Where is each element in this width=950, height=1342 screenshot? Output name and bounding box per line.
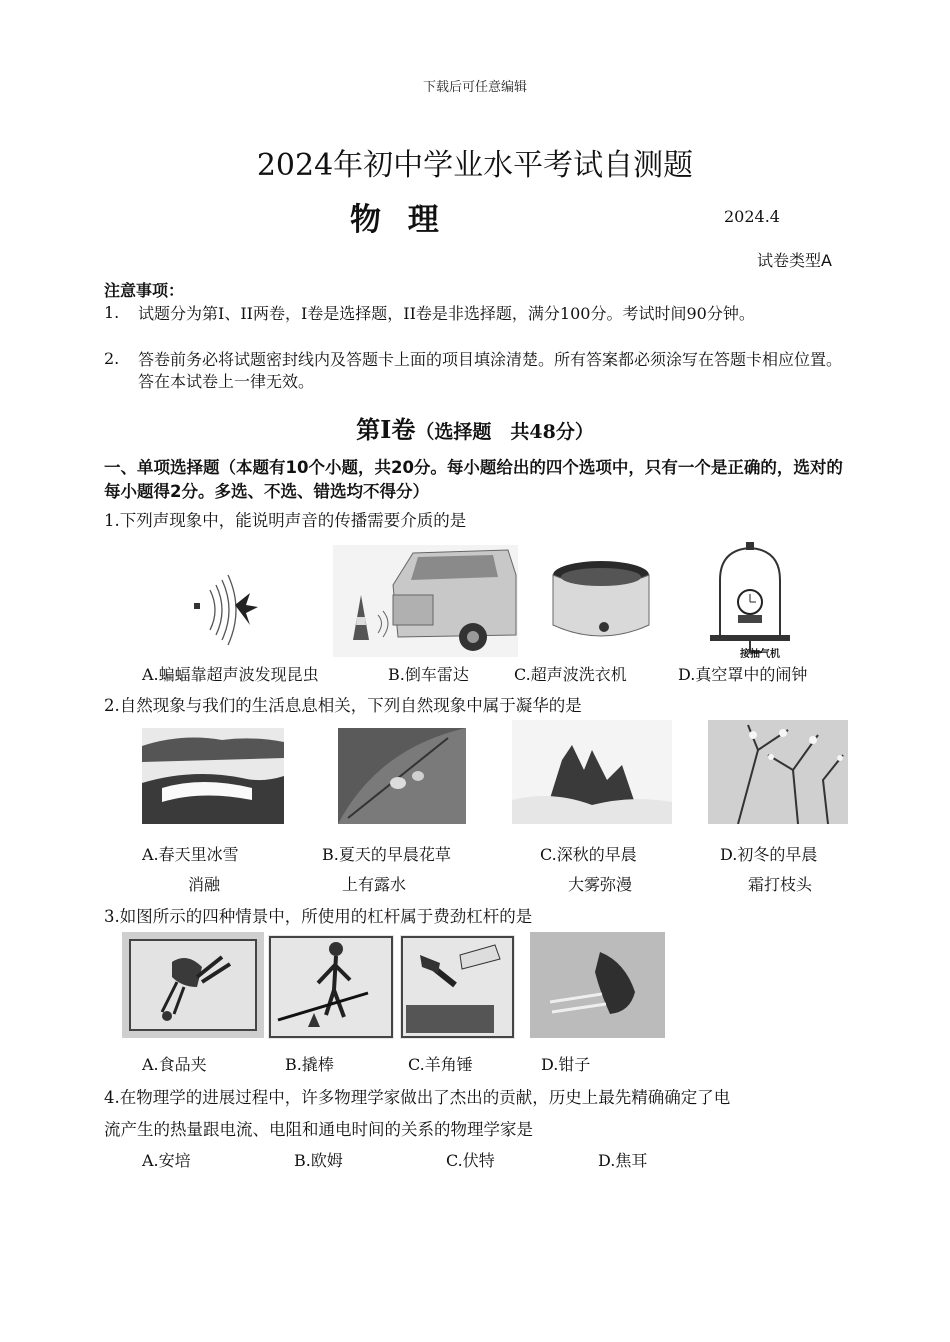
section-subtitle: （选择题 共48分） [415, 421, 594, 443]
header-note: 下载后可任意编辑 [422, 80, 527, 95]
question-4-option-a: A.安培 [142, 1151, 191, 1170]
vacuum-pump-label: 接抽气机 [740, 649, 780, 660]
question-3-option-d: D.钳子 [541, 1055, 591, 1074]
vacuum-bell-jar-image [700, 540, 820, 660]
question-4-stem-line1: 4.在物理学的进展过程中，许多物理学家做出了杰出的贡献，历史上最先精确确定了电 [104, 1088, 731, 1107]
claw-hammer-image [400, 935, 515, 1039]
pliers-image [530, 932, 665, 1038]
question-1-option-d: D.真空罩中的闹钟 [678, 665, 808, 684]
crowbar-image [268, 935, 394, 1039]
question-2-option-b-line1: B.夏天的早晨花草 [322, 845, 451, 864]
bat-ultrasound-image [180, 535, 280, 655]
question-2-option-d-line2: 霜打枝头 [748, 875, 813, 894]
melting-snow-image [142, 728, 284, 824]
question-2-option-a-line2: 消融 [188, 875, 221, 894]
question-4-option-b: B.欧姆 [294, 1151, 343, 1170]
section-title [0, 410, 950, 445]
notice-item-text: 试题分为第I、II两卷，I卷是选择题，II卷是非选择题，满分100分。考试时间90分钟。 [138, 304, 755, 323]
question-2-option-b-line2: 上有露水 [342, 875, 407, 894]
question-3-option-c: C.羊角锤 [408, 1055, 473, 1074]
ultrasonic-washer-image [546, 555, 656, 647]
part-heading: 一、单项选择题（本题有10个小题，共20分。每小题给出的四个选项中，只有一个是正确的，选对的每小题得2分。多选、不选、错选均不得分） [104, 458, 843, 501]
notice-item-number: 2. [104, 349, 120, 368]
question-3-stem: 3.如图所示的四种情景中，所使用的杠杆属于费劲杠杆的是 [104, 907, 533, 926]
question-2-stem: 2.自然现象与我们的生活息息相关，下列自然现象中属于凝华的是 [104, 696, 582, 715]
paper-type: 试卷类型A [757, 251, 832, 270]
notice-title: 注意事项： [104, 281, 185, 300]
question-1-option-a: A.蝙蝠靠超声波发现昆虫 [142, 665, 319, 684]
reversing-radar-image [333, 545, 518, 657]
food-tongs-image [122, 932, 264, 1038]
subject-title: 物 理 [350, 202, 447, 238]
question-4-option-c: C.伏特 [446, 1151, 495, 1170]
question-1-option-b: B.倒车雷达 [388, 665, 469, 684]
question-3-option-a: A.食品夹 [142, 1055, 207, 1074]
question-1-option-c: C.超声波洗衣机 [514, 665, 627, 684]
dew-on-leaf-image [338, 728, 466, 824]
question-1-stem: 1.下列声现象中，能说明声音的传播需要介质的是 [104, 511, 467, 530]
exam-date: 2024.4 [724, 207, 780, 226]
question-3-option-b: B.撬棒 [285, 1055, 334, 1074]
frost-on-branches-image [708, 720, 848, 824]
question-4-option-d: D.焦耳 [598, 1151, 648, 1170]
foggy-mountain-image [512, 720, 672, 824]
notice-item-text: 答卷前务必将试题密封线内及答题卡上面的项目填涂清楚。所有答案都必须涂写在答题卡相应位置。答在本试卷上一律无效。 [138, 350, 843, 391]
question-2-option-a-line1: A.春天里冰雪 [142, 845, 239, 864]
question-4-stem-line2: 流产生的热量跟电流、电阻和通电时间的关系的物理学家是 [104, 1120, 533, 1139]
section-title-main: 第I卷 [356, 415, 416, 444]
notice-item-number: 1. [104, 303, 120, 322]
question-2-option-d-line1: D.初冬的早晨 [720, 845, 818, 864]
question-2-option-c-line1: C.深秋的早晨 [540, 845, 637, 864]
exam-title: 2024年初中学业水平考试自测题 [256, 148, 694, 183]
question-2-option-c-line2: 大雾弥漫 [568, 875, 633, 894]
